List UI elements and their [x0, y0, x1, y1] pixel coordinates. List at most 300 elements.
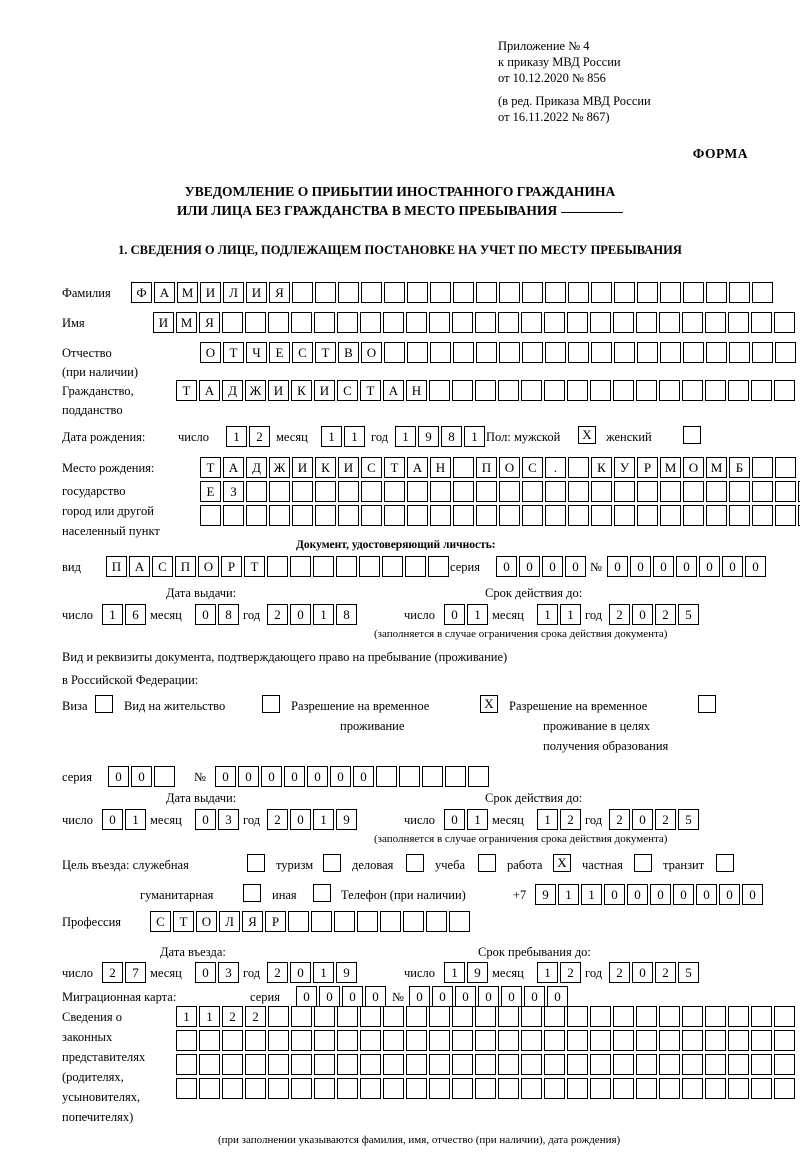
field-citizenship[interactable] — [176, 380, 795, 401]
cell[interactable] — [636, 380, 657, 401]
cell[interactable]: 0 — [284, 766, 305, 787]
cell[interactable] — [407, 481, 428, 502]
cell[interactable]: К — [315, 457, 336, 478]
cell[interactable] — [567, 1006, 588, 1027]
cell[interactable] — [452, 1006, 473, 1027]
cell[interactable] — [613, 1006, 634, 1027]
cell[interactable] — [337, 1030, 358, 1051]
cell[interactable]: . — [545, 457, 566, 478]
cell[interactable] — [357, 911, 378, 932]
cell[interactable] — [568, 282, 589, 303]
cell[interactable] — [521, 1078, 542, 1099]
cell[interactable]: Т — [173, 911, 194, 932]
cell[interactable] — [315, 282, 336, 303]
cell[interactable] — [269, 481, 290, 502]
cell[interactable] — [426, 911, 447, 932]
cell[interactable]: 2 — [560, 809, 581, 830]
cell[interactable]: 0 — [478, 986, 499, 1007]
checkbox-purpose-official[interactable] — [247, 854, 265, 872]
cell[interactable]: Ф — [131, 282, 152, 303]
cell[interactable] — [406, 1006, 427, 1027]
checkbox-purpose-work[interactable] — [553, 854, 571, 872]
cell[interactable]: 0 — [215, 766, 236, 787]
cell[interactable] — [751, 312, 772, 333]
checkbox-purpose-humanitarian[interactable] — [243, 884, 261, 902]
cell[interactable] — [429, 1006, 450, 1027]
cell[interactable] — [613, 380, 634, 401]
cell[interactable]: 0 — [745, 556, 766, 577]
cell[interactable]: 0 — [102, 809, 123, 830]
cell[interactable] — [383, 1078, 404, 1099]
cell[interactable] — [706, 342, 727, 363]
field-permit-valid-year[interactable] — [609, 809, 699, 830]
field-doc-issue-year[interactable] — [267, 604, 357, 625]
cell[interactable] — [399, 766, 420, 787]
cell[interactable]: В — [338, 342, 359, 363]
cell[interactable]: 0 — [676, 556, 697, 577]
cell[interactable] — [614, 505, 635, 526]
cell[interactable] — [311, 911, 332, 932]
cell[interactable] — [245, 312, 266, 333]
cell[interactable]: 1 — [464, 426, 485, 447]
cell[interactable] — [247, 854, 265, 872]
cell[interactable] — [176, 1078, 197, 1099]
cell[interactable] — [154, 766, 175, 787]
field-migration-number[interactable] — [409, 986, 568, 1007]
cell[interactable]: 0 — [519, 556, 540, 577]
cell[interactable] — [716, 854, 734, 872]
cell[interactable] — [521, 1030, 542, 1051]
cell[interactable]: 0 — [607, 556, 628, 577]
cell[interactable] — [498, 1054, 519, 1075]
cell[interactable] — [590, 380, 611, 401]
cell[interactable] — [634, 854, 652, 872]
cell[interactable] — [245, 1078, 266, 1099]
field-entry-day[interactable] — [102, 962, 146, 983]
cell[interactable] — [499, 505, 520, 526]
cell[interactable] — [774, 1006, 795, 1027]
cell[interactable] — [752, 481, 773, 502]
cell[interactable]: Б — [729, 457, 750, 478]
cell[interactable] — [659, 1054, 680, 1075]
cell[interactable] — [406, 1078, 427, 1099]
cell[interactable]: С — [150, 911, 171, 932]
cell[interactable] — [659, 312, 680, 333]
cell[interactable]: 0 — [719, 884, 740, 905]
cell[interactable] — [384, 342, 405, 363]
cell[interactable] — [705, 380, 726, 401]
cell[interactable] — [636, 1054, 657, 1075]
cell[interactable] — [751, 1078, 772, 1099]
cell[interactable] — [445, 766, 466, 787]
cell[interactable] — [499, 282, 520, 303]
cell[interactable] — [323, 854, 341, 872]
cell[interactable] — [452, 312, 473, 333]
cell[interactable] — [682, 1030, 703, 1051]
cell[interactable]: 2 — [655, 809, 676, 830]
cell[interactable]: 0 — [632, 809, 653, 830]
cell[interactable]: 1 — [313, 604, 334, 625]
cell[interactable]: 2 — [609, 809, 630, 830]
cell[interactable] — [245, 1030, 266, 1051]
cell[interactable]: 2 — [267, 809, 288, 830]
cell[interactable]: Т — [384, 457, 405, 478]
field-birthplace-line-3[interactable] — [200, 505, 800, 526]
cell[interactable] — [291, 1030, 312, 1051]
cell[interactable]: М — [176, 312, 197, 333]
cell[interactable]: 9 — [336, 962, 357, 983]
cell[interactable]: 0 — [432, 986, 453, 1007]
cell[interactable] — [728, 380, 749, 401]
cell[interactable] — [407, 342, 428, 363]
cell[interactable] — [380, 911, 401, 932]
cell[interactable]: 1 — [558, 884, 579, 905]
cell[interactable] — [453, 342, 474, 363]
cell[interactable] — [775, 457, 796, 478]
cell[interactable]: 1 — [537, 604, 558, 625]
cell[interactable] — [337, 1006, 358, 1027]
cell[interactable] — [591, 481, 612, 502]
cell[interactable] — [403, 911, 424, 932]
cell[interactable] — [246, 505, 267, 526]
cell[interactable]: А — [154, 282, 175, 303]
cell[interactable]: 0 — [195, 962, 216, 983]
cell[interactable] — [705, 1078, 726, 1099]
cell[interactable]: Л — [223, 282, 244, 303]
cell[interactable] — [752, 282, 773, 303]
cell[interactable] — [359, 556, 380, 577]
cell[interactable] — [430, 505, 451, 526]
cell[interactable] — [383, 1030, 404, 1051]
checkbox-purpose-tourism[interactable] — [323, 854, 341, 872]
cell[interactable]: Д — [246, 457, 267, 478]
cell[interactable] — [222, 1054, 243, 1075]
field-birthplace-line-2[interactable] — [200, 481, 800, 502]
cell[interactable] — [406, 312, 427, 333]
cell[interactable] — [698, 695, 716, 713]
cell[interactable] — [176, 1030, 197, 1051]
cell[interactable] — [361, 505, 382, 526]
cell[interactable] — [407, 282, 428, 303]
field-permit-number[interactable] — [215, 766, 489, 787]
cell[interactable] — [545, 481, 566, 502]
cell[interactable] — [268, 312, 289, 333]
cell[interactable] — [430, 342, 451, 363]
cell[interactable] — [429, 1030, 450, 1051]
field-stay-month[interactable] — [537, 962, 581, 983]
cell[interactable] — [590, 1054, 611, 1075]
checkbox-edu-residence[interactable] — [698, 695, 716, 713]
cell[interactable] — [752, 505, 773, 526]
cell[interactable]: М — [706, 457, 727, 478]
cell[interactable] — [682, 1006, 703, 1027]
field-doc-valid-month[interactable] — [537, 604, 581, 625]
cell[interactable]: 9 — [467, 962, 488, 983]
cell[interactable]: 0 — [290, 809, 311, 830]
cell[interactable] — [428, 556, 449, 577]
cell[interactable]: Я — [269, 282, 290, 303]
cell[interactable]: Ч — [246, 342, 267, 363]
cell[interactable] — [360, 1030, 381, 1051]
cell[interactable] — [659, 1006, 680, 1027]
cell[interactable] — [568, 505, 589, 526]
field-birth-day[interactable] — [226, 426, 270, 447]
checkbox-purpose-private[interactable] — [634, 854, 652, 872]
cell[interactable]: 1 — [344, 426, 365, 447]
cell[interactable]: М — [177, 282, 198, 303]
cell[interactable] — [544, 1078, 565, 1099]
cell[interactable] — [659, 1078, 680, 1099]
cell[interactable]: П — [476, 457, 497, 478]
cell[interactable]: У — [614, 457, 635, 478]
cell[interactable]: О — [361, 342, 382, 363]
cell[interactable]: 7 — [125, 962, 146, 983]
cell[interactable] — [338, 505, 359, 526]
cell[interactable]: 9 — [418, 426, 439, 447]
cell[interactable]: 0 — [627, 884, 648, 905]
cell[interactable]: Ж — [245, 380, 266, 401]
cell[interactable] — [521, 312, 542, 333]
cell[interactable]: 0 — [290, 604, 311, 625]
cell[interactable] — [361, 481, 382, 502]
cell[interactable] — [590, 1078, 611, 1099]
checkbox-visa[interactable] — [95, 695, 113, 713]
cell[interactable] — [337, 1054, 358, 1075]
cell[interactable] — [637, 282, 658, 303]
cell[interactable]: А — [199, 380, 220, 401]
cell[interactable] — [567, 1078, 588, 1099]
cell[interactable] — [590, 312, 611, 333]
checkbox-sex-male[interactable] — [578, 426, 596, 444]
field-permit-series[interactable] — [108, 766, 175, 787]
cell[interactable] — [751, 1030, 772, 1051]
field-doc-valid-day[interactable] — [444, 604, 488, 625]
cell[interactable] — [314, 312, 335, 333]
cell[interactable] — [728, 1006, 749, 1027]
cell[interactable]: 0 — [296, 986, 317, 1007]
cell[interactable] — [567, 380, 588, 401]
cell[interactable] — [475, 312, 496, 333]
cell[interactable] — [222, 1078, 243, 1099]
cell[interactable] — [706, 505, 727, 526]
cell[interactable]: П — [106, 556, 127, 577]
cell[interactable] — [775, 342, 796, 363]
cell[interactable]: 0 — [195, 809, 216, 830]
field-doc-series[interactable] — [496, 556, 586, 577]
cell[interactable] — [774, 1078, 795, 1099]
cell[interactable] — [429, 1054, 450, 1075]
cell[interactable]: 2 — [560, 962, 581, 983]
cell[interactable] — [636, 1006, 657, 1027]
cell[interactable]: 0 — [496, 556, 517, 577]
cell[interactable] — [453, 505, 474, 526]
field-phone[interactable] — [535, 884, 763, 905]
cell[interactable]: 5 — [678, 962, 699, 983]
cell[interactable]: Р — [265, 911, 286, 932]
cell[interactable]: О — [683, 457, 704, 478]
cell[interactable] — [291, 1054, 312, 1075]
cell[interactable] — [752, 342, 773, 363]
cell[interactable] — [774, 1054, 795, 1075]
cell[interactable] — [406, 854, 424, 872]
cell[interactable] — [475, 1030, 496, 1051]
cell[interactable]: 0 — [699, 556, 720, 577]
cell[interactable] — [314, 1054, 335, 1075]
cell[interactable]: 0 — [409, 986, 430, 1007]
cell[interactable]: К — [591, 457, 612, 478]
cell[interactable] — [544, 1006, 565, 1027]
cell[interactable]: 0 — [444, 604, 465, 625]
cell[interactable]: И — [292, 457, 313, 478]
cell[interactable] — [545, 342, 566, 363]
cell[interactable]: 0 — [307, 766, 328, 787]
cell[interactable]: 0 — [630, 556, 651, 577]
cell[interactable] — [268, 1006, 289, 1027]
cell[interactable] — [291, 1006, 312, 1027]
cell[interactable]: Н — [430, 457, 451, 478]
cell[interactable]: 0 — [696, 884, 717, 905]
cell[interactable] — [522, 481, 543, 502]
cell[interactable] — [614, 342, 635, 363]
cell[interactable] — [613, 1054, 634, 1075]
cell[interactable] — [200, 505, 221, 526]
cell[interactable] — [682, 312, 703, 333]
cell[interactable]: З — [223, 481, 244, 502]
cell[interactable] — [361, 282, 382, 303]
cell[interactable]: 1 — [560, 604, 581, 625]
cell[interactable] — [430, 481, 451, 502]
cell[interactable] — [751, 1006, 772, 1027]
cell[interactable] — [660, 481, 681, 502]
cell[interactable]: 1 — [444, 962, 465, 983]
cell[interactable] — [544, 312, 565, 333]
cell[interactable] — [682, 380, 703, 401]
cell[interactable] — [313, 884, 331, 902]
field-entry-year[interactable] — [267, 962, 357, 983]
cell[interactable]: 0 — [330, 766, 351, 787]
cell[interactable]: 0 — [365, 986, 386, 1007]
cell[interactable] — [660, 505, 681, 526]
field-legal-rep-line-4[interactable] — [176, 1078, 795, 1099]
cell[interactable] — [360, 1054, 381, 1075]
cell[interactable]: А — [223, 457, 244, 478]
cell[interactable] — [338, 282, 359, 303]
cell[interactable]: 1 — [313, 962, 334, 983]
field-stay-day[interactable] — [444, 962, 488, 983]
cell[interactable]: С — [337, 380, 358, 401]
cell[interactable] — [499, 342, 520, 363]
cell[interactable] — [774, 1030, 795, 1051]
cell[interactable] — [453, 481, 474, 502]
cell[interactable]: 1 — [537, 962, 558, 983]
cell[interactable] — [406, 1030, 427, 1051]
cell[interactable]: И — [200, 282, 221, 303]
cell[interactable]: 0 — [547, 986, 568, 1007]
cell[interactable]: 0 — [524, 986, 545, 1007]
cell[interactable] — [636, 1078, 657, 1099]
cell[interactable]: М — [660, 457, 681, 478]
cell[interactable]: 0 — [353, 766, 374, 787]
cell[interactable] — [452, 380, 473, 401]
cell[interactable]: 8 — [218, 604, 239, 625]
cell[interactable] — [314, 1030, 335, 1051]
cell[interactable]: С — [522, 457, 543, 478]
cell[interactable] — [729, 481, 750, 502]
cell[interactable] — [729, 505, 750, 526]
cell[interactable] — [591, 505, 612, 526]
cell[interactable] — [337, 312, 358, 333]
cell[interactable] — [382, 556, 403, 577]
cell[interactable] — [384, 282, 405, 303]
cell[interactable]: С — [152, 556, 173, 577]
checkbox-purpose-study[interactable] — [478, 854, 496, 872]
field-entry-month[interactable] — [195, 962, 239, 983]
cell[interactable] — [292, 505, 313, 526]
cell[interactable] — [590, 1030, 611, 1051]
cell[interactable]: Ж — [269, 457, 290, 478]
cell[interactable] — [567, 312, 588, 333]
cell[interactable] — [705, 1054, 726, 1075]
cell[interactable] — [659, 1030, 680, 1051]
cell[interactable] — [262, 695, 280, 713]
cell[interactable] — [334, 911, 355, 932]
cell[interactable]: 0 — [444, 809, 465, 830]
cell[interactable]: Х — [553, 854, 571, 872]
field-permit-issue-month[interactable] — [195, 809, 239, 830]
checkbox-residence-permit[interactable] — [262, 695, 280, 713]
cell[interactable] — [383, 1054, 404, 1075]
cell[interactable] — [222, 1030, 243, 1051]
cell[interactable] — [522, 505, 543, 526]
cell[interactable]: 1 — [176, 1006, 197, 1027]
cell[interactable]: 8 — [441, 426, 462, 447]
cell[interactable]: 1 — [199, 1006, 220, 1027]
cell[interactable]: О — [200, 342, 221, 363]
cell[interactable] — [660, 342, 681, 363]
field-doc-number[interactable] — [607, 556, 766, 577]
cell[interactable] — [452, 1054, 473, 1075]
cell[interactable] — [292, 481, 313, 502]
cell[interactable] — [405, 556, 426, 577]
cell[interactable]: 1 — [467, 604, 488, 625]
cell[interactable] — [567, 1054, 588, 1075]
cell[interactable]: Х — [578, 426, 596, 444]
cell[interactable] — [728, 312, 749, 333]
cell[interactable]: И — [246, 282, 267, 303]
cell[interactable] — [476, 342, 497, 363]
cell[interactable]: Н — [406, 380, 427, 401]
cell[interactable]: 2 — [249, 426, 270, 447]
cell[interactable]: 0 — [565, 556, 586, 577]
cell[interactable] — [267, 556, 288, 577]
cell[interactable]: 0 — [342, 986, 363, 1007]
cell[interactable] — [683, 426, 701, 444]
cell[interactable] — [683, 282, 704, 303]
cell[interactable]: 2 — [102, 962, 123, 983]
cell[interactable]: 1 — [467, 809, 488, 830]
cell[interactable] — [360, 312, 381, 333]
cell[interactable] — [360, 1078, 381, 1099]
cell[interactable]: 0 — [542, 556, 563, 577]
cell[interactable] — [452, 1030, 473, 1051]
cell[interactable] — [706, 282, 727, 303]
cell[interactable]: П — [175, 556, 196, 577]
cell[interactable] — [449, 911, 470, 932]
cell[interactable] — [291, 1078, 312, 1099]
cell[interactable]: 0 — [501, 986, 522, 1007]
cell[interactable] — [591, 282, 612, 303]
cell[interactable] — [95, 695, 113, 713]
